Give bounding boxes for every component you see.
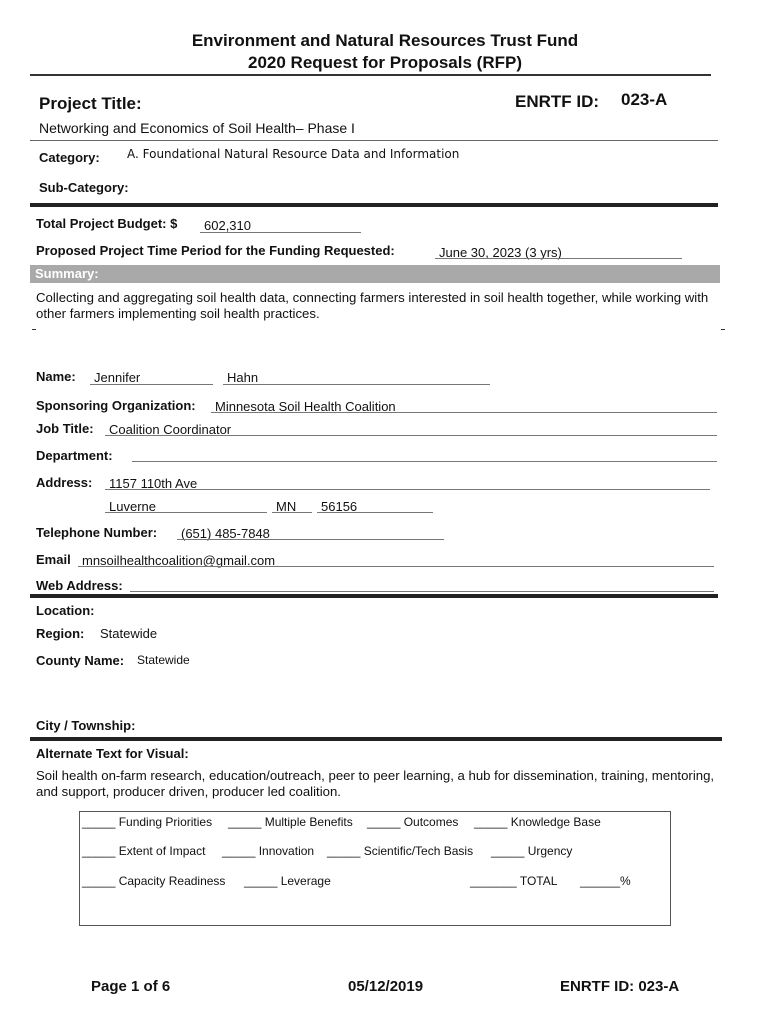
summary-tick-left [32,329,36,330]
first-name-underline [90,384,213,385]
job-title-underline [105,435,717,436]
org-label: Sponsoring Organization: [36,398,196,413]
department-label: Department: [36,448,113,463]
phone-label: Telephone Number: [36,525,158,540]
title-rule [30,140,718,141]
email-value: mnsoilhealthcoalition@gmail.com [82,553,276,568]
contact-rule-thick [30,594,718,598]
job-title-label: Job Title: [36,421,94,436]
document-title: Environment and Natural Resources Trust Fund [191,31,579,50]
score-scientific-tech-basis: _____ Scientific/Tech Basis [327,844,474,858]
score-urgency: _____ Urgency [491,844,573,858]
score-innovation: _____ Innovation [222,844,315,858]
period-underline [435,258,682,259]
county-label: County Name: [36,653,125,668]
period-label: Proposed Project Time Period for the Funding Requested: [36,243,395,258]
summary-header [30,265,720,283]
first-name-value: Jennifer [94,370,141,385]
score-knowledge-base: _____ Knowledge Base [474,815,601,829]
footer-page-number: Page 1 of 6 [91,978,171,995]
header-rule [30,74,711,76]
score-capacity-readiness: _____ Capacity Readiness [82,874,226,888]
state-value: MN [276,499,297,514]
email-label: Email [36,552,71,567]
score-leverage: _____ Leverage [244,874,331,888]
address-label: Address: [36,475,93,490]
email-underline [78,566,714,567]
last-name-value: Hahn [227,370,259,385]
alt-text-value: Soil health on-farm research, education/outreach, peer to peer learning, a hub for dissemination, training, mentoring, and support, producer driven, producer led coalition. [36,768,715,799]
summary-text: Collecting and aggregating soil health data, connecting farmers interested in soil health together, while working with other farmers implementing soil health practices. [36,290,709,321]
web-address-underline [130,591,714,592]
project-title-value: Networking and Economics of Soil Health– Phase I [39,120,355,136]
period-value: June 30, 2023 (3 yrs) [439,245,562,260]
region-value: Statewide [100,626,158,641]
score-multiple-benefits: _____ Multiple Benefits [228,815,353,829]
location-rule-thick [30,737,722,741]
score-funding-priorities: _____ Funding Priorities [82,815,213,829]
job-title-value: Coalition Coordinator [109,422,232,437]
city-value: Luverne [109,499,156,514]
org-value: Minnesota Soil Health Coalition [215,399,396,414]
score-percent: ______% [580,874,631,888]
department-underline [132,461,717,462]
footer-enrtf-id: ENRTF ID: 023-A [560,978,680,995]
zip-underline [317,512,433,513]
budget-value: 602,310 [204,218,251,233]
zip-value: 56156 [321,499,358,514]
enrtf-id-label: ENRTF ID: [515,92,600,111]
phone-value: (651) 485-7848 [181,526,270,541]
budget-underline [200,232,361,233]
subcategory-label: Sub-Category: [39,180,129,195]
name-label: Name: [36,369,76,384]
region-label: Region: [36,626,85,641]
street-underline [105,489,710,490]
city-township-label: City / Township: [36,718,136,733]
last-name-underline [223,384,490,385]
score-total: _______ TOTAL [470,874,558,888]
summary-tick-right [721,329,725,330]
street-value: 1157 110th Ave [109,476,198,491]
score-extent-of-impact: _____ Extent of Impact [82,844,206,858]
phone-underline [177,539,444,540]
county-value: Statewide [137,653,190,667]
city-underline [105,512,267,513]
score-outcomes: _____ Outcomes [367,815,459,829]
state-underline [272,512,312,513]
alt-text-label: Alternate Text for Visual: [36,746,189,761]
location-label: Location: [36,603,95,618]
project-title-label: Project Title: [39,94,142,113]
footer-date: 05/12/2019 [348,978,424,995]
category-label: Category: [39,150,100,165]
document-subtitle: 2020 Request for Proposals (RFP) [248,53,522,72]
scoring-box [79,811,671,926]
enrtf-id-value: 023-A [621,90,668,109]
section-rule-thick [30,203,718,207]
budget-label: Total Project Budget: $ [36,216,178,231]
category-value: A. Foundational Natural Resource Data and Information [127,147,460,161]
summary-label: Summary: [35,266,99,281]
org-underline [211,412,717,413]
web-address-label: Web Address: [36,578,123,593]
